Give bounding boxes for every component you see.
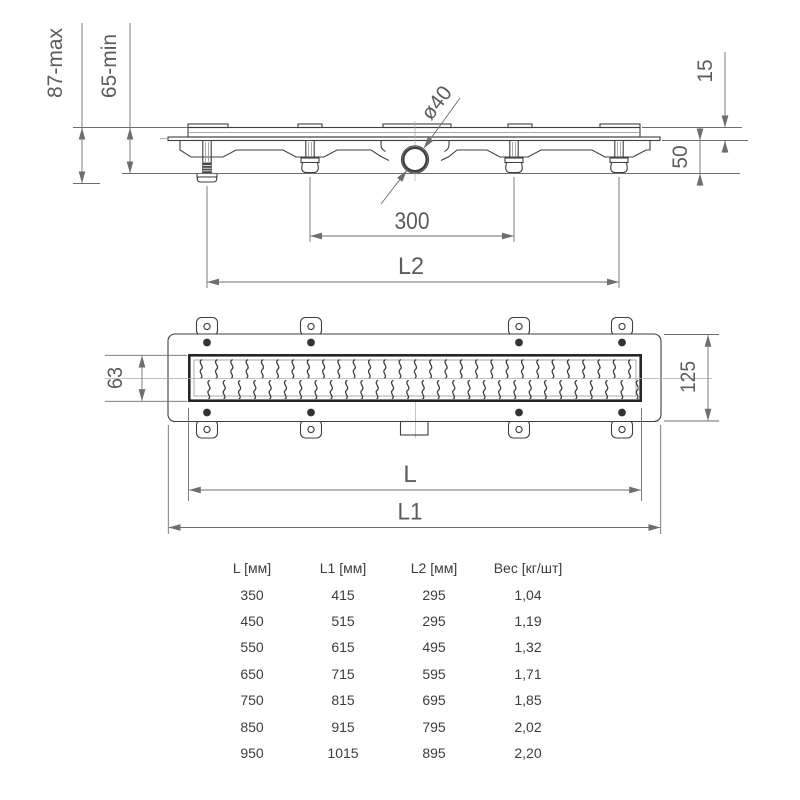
table-cell: 950: [240, 744, 264, 761]
table-cell: 895: [422, 744, 446, 761]
mounting-tab: [509, 318, 530, 336]
col-header-l: L [мм]: [232, 560, 272, 577]
table-cell: 1,71: [514, 665, 542, 682]
table-cell: 1,04: [514, 586, 542, 603]
side-view-dimensions: [44, 23, 748, 288]
table-cell: 915: [331, 718, 355, 735]
table-row: [202, 687, 572, 713]
mounting-tab: [197, 420, 218, 438]
table-cell: 1,32: [514, 639, 542, 656]
col-header-l2: L2 [мм]: [410, 560, 458, 577]
mounting-tab: [197, 318, 218, 336]
table-cell: 550: [240, 639, 264, 656]
table-cell: 295: [422, 612, 446, 629]
adjustable-leg: [197, 141, 217, 183]
table-row: [202, 713, 572, 739]
dim-l1-label: L1: [397, 498, 423, 526]
dim-15-label: 15: [694, 59, 717, 83]
table-row: [202, 581, 572, 607]
dim-50-label: 50: [669, 145, 692, 169]
table-cell: 595: [422, 665, 446, 682]
table-cell: 615: [331, 639, 355, 656]
table-header-row: [202, 555, 572, 581]
table-cell: 695: [422, 692, 446, 709]
col-header-l1: L1 [мм]: [319, 560, 367, 577]
table-cell: 715: [331, 665, 355, 682]
side-elevation-view: [160, 121, 660, 182]
dim-l2-label: L2: [398, 253, 424, 280]
outlet-stub: [401, 422, 429, 436]
flange-plate-side: [168, 137, 660, 141]
dim-300-label: 300: [394, 208, 430, 235]
table-cell: 515: [331, 612, 355, 629]
mounting-tab: [612, 318, 633, 336]
table-cell: 650: [240, 665, 264, 682]
dim-87max-label: 87-max: [44, 27, 67, 99]
col-header-weight: Вес [кг/шт]: [493, 560, 563, 577]
table-cell: 1015: [327, 744, 359, 761]
table-cell: 350: [240, 586, 264, 603]
plan-view: [105, 318, 712, 439]
mounting-tab: [301, 420, 322, 438]
table-cell: 815: [331, 692, 355, 709]
table-cell: 2,02: [514, 718, 542, 735]
table-cell: 795: [422, 718, 446, 735]
dim-125-label: 125: [677, 357, 700, 393]
table-row: [202, 740, 572, 766]
mounting-tab: [509, 420, 530, 438]
dim-63-label: 63: [104, 365, 127, 389]
table-cell: 415: [331, 586, 355, 603]
table-cell: 2,20: [514, 744, 542, 761]
table-cell: 1,19: [514, 612, 542, 629]
size-table: [202, 555, 572, 766]
table-row: [202, 634, 572, 660]
dim-diameter-label: ø40: [416, 81, 457, 125]
foot-cup: [197, 177, 217, 182]
table-cell: 495: [422, 639, 446, 656]
dim-65min-label: 65-min: [98, 33, 121, 99]
table-cell: 850: [240, 718, 264, 735]
drain-outlet-circle: [401, 146, 428, 173]
table-cell: 295: [422, 586, 446, 603]
table-cell: 750: [240, 692, 264, 709]
mounting-tab: [301, 318, 322, 336]
table-row: [202, 608, 572, 634]
table-cell: 1,85: [514, 692, 542, 709]
dim-l-label: L: [403, 461, 417, 488]
table-row: [202, 661, 572, 687]
mounting-tab: [612, 420, 633, 438]
table-cell: 450: [240, 612, 264, 629]
